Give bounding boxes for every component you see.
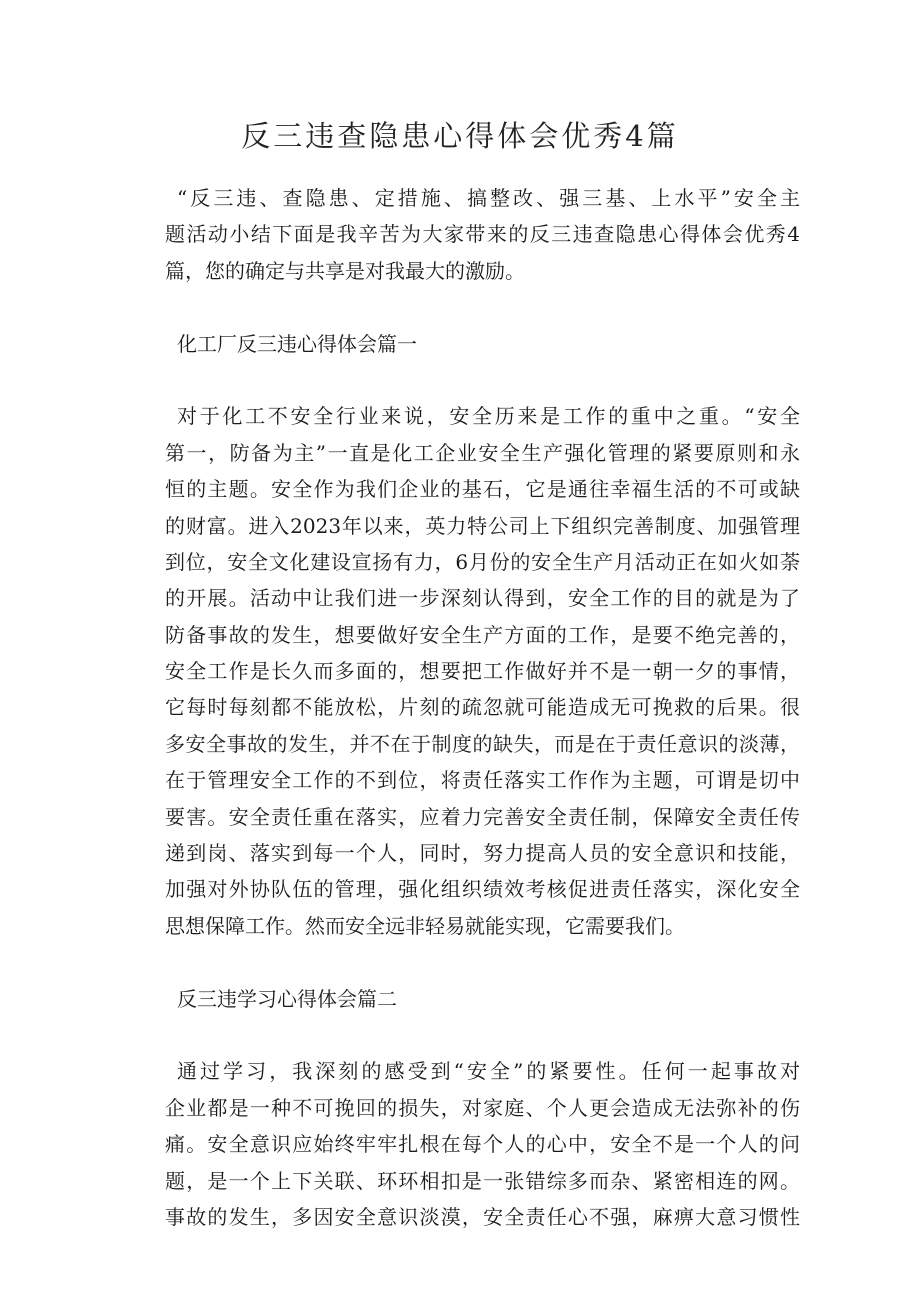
text-line: 通过学习，我深刻的感受到“安全”的紧要性。任何一起事故对 (177, 1059, 800, 1084)
section-2-paragraph (165, 1053, 800, 1235)
text-line: 事故的发生，多因安全意识淡漠，安全责任心不强，麻痹大意习惯性 (165, 1204, 800, 1229)
text-line: 对于化工不安全行业来说，安全历来是工作的重中之重。“安全 (177, 404, 800, 429)
text-line: 思想保障工作。然而安全远非轻易就能实现，它需要我们。 (165, 913, 685, 938)
text-line: “反三违、查隐患、定措施、搞整改、强三基、上水平”安全主 (177, 186, 800, 210)
text-line: 第一，防备为主”一直是化工企业安全生产强化管理的紧要原则和永 (165, 440, 800, 465)
section-1-paragraph (165, 398, 800, 944)
text-line: 题，是一个上下关联、环环相扣是一张错综多而杂、紧密相连的网。 (165, 1168, 800, 1193)
text-line: 的财富。进入2023年以来，英力特公司上下组织完善制度、加强管理 (165, 513, 800, 538)
intro-paragraph (165, 180, 800, 289)
text-line: 题活动小结下面是我辛苦为大家带来的反三违查隐患心得体会优秀4 (165, 222, 800, 247)
document-body (165, 180, 800, 1272)
text-line: 的开展。活动中让我们进一步深刻认得到，安全工作的目的就是为了 (165, 586, 800, 611)
text-line: 恒的主题。安全作为我们企业的基石，它是通往幸福生活的不可或缺 (165, 477, 800, 502)
text-line: 痛。安全意识应始终牢牢扎根在每个人的心中，安全不是一个人的问 (165, 1132, 800, 1157)
text-line: 防备事故的发生，想要做好安全生产方面的工作，是要不绝完善的， (165, 622, 800, 647)
text-line: 递到岗、落实到每一个人，同时，努力提高人员的安全意识和技能， (165, 841, 800, 866)
document-title: 反三违查隐患心得体会优秀4篇 (241, 119, 679, 153)
text-line: 加强对外协队伍的管理，强化组织绩效考核促进责任落实，深化安全 (165, 877, 800, 902)
text-line: 在于管理安全工作的不到位，将责任落实工作作为主题，可谓是切中 (165, 768, 800, 793)
section-heading-1: 化工厂反三违心得体会篇一 (177, 331, 417, 356)
text-line: 到位，安全文化建设宣扬有力，6月份的安全生产月活动正在如火如荼 (165, 549, 800, 574)
section-heading-2: 反三违学习心得体会篇二 (177, 986, 397, 1011)
text-line: 要害。安全责任重在落实，应着力完善安全责任制，保障安全责任传 (165, 804, 800, 829)
text-line: 企业都是一种不可挽回的损失，对家庭、个人更会造成无法弥补的伤 (165, 1095, 800, 1120)
text-line: 它每时每刻都不能放松，片刻的疏忽就可能造成无可挽救的后果。很 (165, 695, 800, 720)
text-line: 安全工作是长久而多面的，想要把工作做好并不是一朝一夕的事情， (165, 659, 800, 684)
text-line: 篇，您的确定与共享是对我最大的激励。 (165, 258, 525, 283)
text-line: 多安全事故的发生，并不在于制度的缺失，而是在于责任意识的淡薄， (165, 731, 800, 756)
